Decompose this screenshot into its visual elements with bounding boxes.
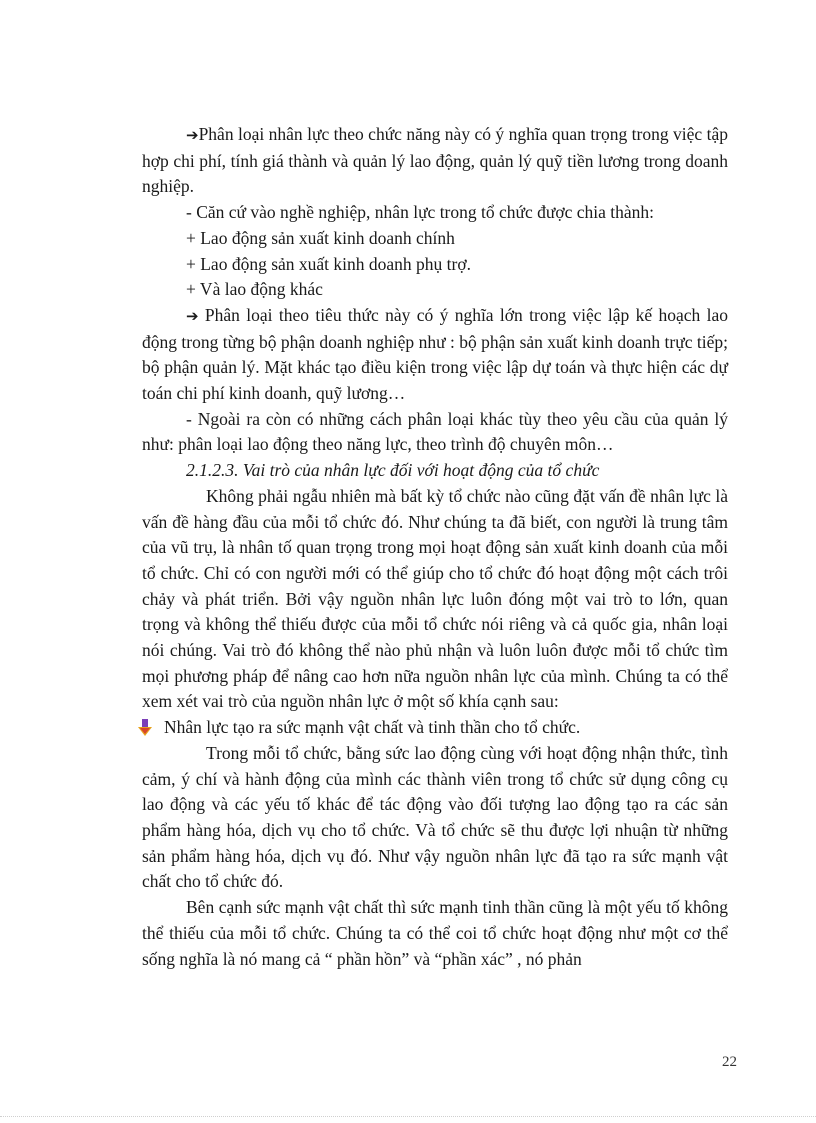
list-item-other-labor: + Và lao động khác	[186, 279, 323, 300]
page-bottom-divider	[0, 1116, 816, 1117]
paragraph-occupation-intro: - Căn cứ vào nghề nghiệp, nhân lực trong tổ chức được chia thành:	[186, 202, 655, 223]
paragraph-function-classification: ➔Phân loại nhân lực theo chức năng này có ý nghĩa quan trọng trong việc tập hợp chi phí, tính giá thành và quản lý lao động, quản lý quỹ tiền lương trong doanh nghiệp.	[142, 124, 728, 197]
paragraph-role-intro: Không phải ngẫu nhiên mà bất kỳ tổ chức nào cũng đặt vấn đề nhân lực là vấn đề hàng đầu của mỗi tổ chức đó. Như chúng ta đã biết, con người là trung tâm của vũ trụ, là nhân tố quan trọng trong mọi hoạt động sản xuất kinh doanh của mỗi tổ chức. Chỉ có con người mới có thể giúp cho tổ chức đó hoạt động một cách trôi chảy và phát triển. Bởi vậy nguồn nhân lực luôn đóng một vai trò to lớn, quan trọng và không thể thiếu được của mỗi tổ chức nói riêng và cả quốc gia, nhân loại nói chúng. Vai trò đó không thể nào phủ nhận và luôn luôn được mỗi tổ chức tìm mọi phương pháp để nâng cao hơn nữa nguồn nhân lực của mình. Chúng ta có thể xem xét vai trò của nguồn nhân lực ở một số khía cạnh sau:	[142, 485, 728, 712]
section-heading: 2.1.2.3. Vai trò của nhân lực đối với hoạt động của tổ chức	[186, 460, 600, 481]
bullet-text: Nhân lực tạo ra sức mạnh vật chất và tinh thần cho tổ chức.	[164, 717, 581, 738]
arrow-icon: ➔	[186, 126, 199, 144]
paragraph-material-strength: Trong mỗi tổ chức, bằng sức lao động cùng với hoạt động nhận thức, tình cảm, ý chí và hành động của mình các thành viên trong tổ chức sử dụng công cụ lao động và các yếu tố khác để tác động vào đối tượng lao động tạo ra các sản phẩm hàng hóa, dịch vụ cho tổ chức. Và tổ chức sẽ thu được lợi nhuận từ những sản phẩm hàng hóa, dịch vụ đó. Như vậy nguồn nhân lực đã tạo ra sức mạnh vật chất cho tổ chức đó.	[142, 742, 728, 892]
list-item-support-labor: + Lao động sản xuất kinh doanh phụ trợ.	[186, 253, 471, 274]
paragraph-other-classifications: - Ngoài ra còn có những cách phân loại khác tùy theo yêu cầu của quản lý như: phân loại lao động theo năng lực, theo trình độ chuyên môn…	[142, 408, 728, 455]
down-arrow-bullet-icon	[138, 719, 152, 737]
arrow-icon: ➔	[186, 306, 199, 325]
paragraph-criteria-significance: ➔ Phân loại theo tiêu thức này có ý nghĩa lớn trong việc lập kế hoạch lao động trong từng bộ phận doanh nghiệp như : bộ phận sản xuất kinh doanh trực tiếp; bộ phận quản lý. Mặt khác tạo điều kiện trong việc lập dự toán và thực hiện các dự toán chi phí kinh doanh, quỹ lương…	[142, 304, 728, 404]
page-content	[142, 122, 728, 972]
page-number: 22	[722, 1054, 737, 1070]
bullet-item	[138, 715, 728, 741]
paragraph-spiritual-strength: Bên cạnh sức mạnh vật chất thì sức mạnh tinh thần cũng là một yếu tố không thể thiếu của mỗi tổ chức. Chúng ta có thể coi tổ chức hoạt động như một cơ thể sống nghĩa là nó mang cả “ phần hồn” và “phần xác” , nó phản	[142, 897, 728, 969]
list-item-main-labor: + Lao động sản xuất kinh doanh chính	[186, 227, 455, 248]
